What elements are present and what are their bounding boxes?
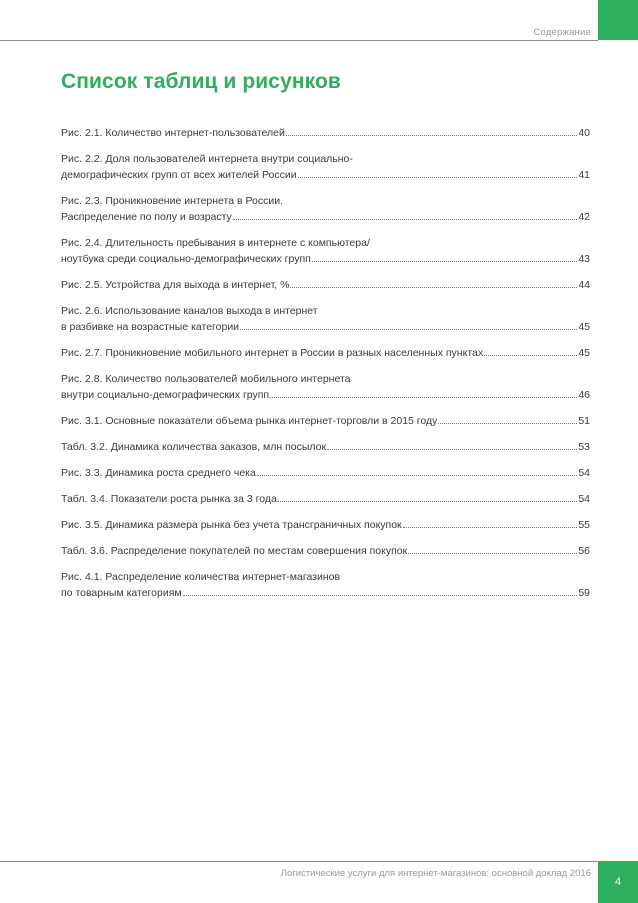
toc-entry[interactable] xyxy=(61,569,590,601)
toc-entry-line xyxy=(61,439,590,455)
footer-divider xyxy=(0,861,598,862)
toc-entry-line xyxy=(61,569,590,585)
dot-leader xyxy=(183,594,578,596)
toc-list xyxy=(61,125,590,611)
toc-entry-line xyxy=(61,251,590,267)
toc-entry[interactable] xyxy=(61,125,590,141)
toc-entry-text: демографических групп от всех жителей России xyxy=(61,169,297,181)
toc-entry-line xyxy=(61,345,590,361)
toc-entry-text: Табл. 3.4. Показатели роста рынка за 3 года xyxy=(61,493,277,505)
toc-entry-line xyxy=(61,209,590,225)
toc-entry-line xyxy=(61,543,590,559)
dot-leader xyxy=(286,134,577,136)
toc-entry-line xyxy=(61,517,590,533)
toc-entry-line xyxy=(61,413,590,429)
toc-entry-line xyxy=(61,193,590,209)
toc-page-number: 42 xyxy=(578,211,590,223)
toc-entry[interactable] xyxy=(61,235,590,267)
toc-entry-text: Рис. 3.5. Динамика размера рынка без учета трансграничных покупок xyxy=(61,519,402,531)
corner-accent-tab xyxy=(598,0,638,40)
toc-entry-text: Рис. 2.5. Устройства для выхода в интернет, % xyxy=(61,279,290,291)
toc-entry-line xyxy=(61,371,590,387)
toc-entry-text: Рис. 3.3. Динамика роста среднего чека xyxy=(61,467,256,479)
toc-page-number: 55 xyxy=(578,519,590,531)
toc-entry[interactable] xyxy=(61,413,590,429)
toc-entry[interactable] xyxy=(61,465,590,481)
toc-entry-text: Рис. 2.7. Проникновение мобильного интернет в России в разных населенных пунктах xyxy=(61,347,484,359)
toc-entry[interactable] xyxy=(61,371,590,403)
toc-page-number: 45 xyxy=(578,321,590,333)
toc-entry[interactable] xyxy=(61,491,590,507)
toc-entry-text: Табл. 3.6. Распределение покупателей по местам совершения покупок xyxy=(61,545,408,557)
toc-page-number: 45 xyxy=(578,347,590,359)
toc-entry[interactable] xyxy=(61,345,590,361)
dot-leader xyxy=(278,500,578,502)
toc-entry-line xyxy=(61,465,590,481)
toc-entry[interactable] xyxy=(61,517,590,533)
toc-entry[interactable] xyxy=(61,277,590,293)
toc-page-number: 46 xyxy=(578,389,590,401)
section-label: Содержание xyxy=(533,27,591,38)
toc-page-number: 44 xyxy=(578,279,590,291)
dot-leader xyxy=(233,218,578,220)
toc-entry-text: Распределение по полу и возрасту xyxy=(61,211,232,223)
toc-entry-text: Рис. 4.1. Распределение количества интернет-магазинов xyxy=(61,571,341,583)
toc-page-number: 56 xyxy=(578,545,590,557)
dot-leader xyxy=(270,396,577,398)
toc-entry-line xyxy=(61,387,590,403)
toc-entry-text: Рис. 2.4. Длительность пребывания в интернете с компьютера/ xyxy=(61,237,370,249)
toc-entry-text: Рис. 2.3. Проникновение интернета в России. xyxy=(61,195,284,207)
dot-leader xyxy=(290,286,577,288)
toc-page-number: 40 xyxy=(578,127,590,139)
dot-leader xyxy=(298,176,578,178)
page-number: 4 xyxy=(598,861,638,903)
toc-entry[interactable] xyxy=(61,151,590,183)
toc-entry-text: в разбивке на возрастные категории xyxy=(61,321,240,333)
toc-entry-line xyxy=(61,491,590,507)
toc-entry-text: Рис. 2.8. Количество пользователей мобильного интернета xyxy=(61,373,351,385)
toc-page-number: 43 xyxy=(578,253,590,265)
dot-leader xyxy=(240,328,577,330)
dot-leader xyxy=(327,448,577,450)
toc-page-number: 59 xyxy=(578,587,590,599)
footer-report-title: Логистические услуги для интернет-магазинов: основной доклад 2016 xyxy=(280,868,591,879)
toc-page-number: 54 xyxy=(578,467,590,479)
toc-entry-text: ноутбука среди социально-демографических групп xyxy=(61,253,311,265)
page-title: Список таблиц и рисунков xyxy=(61,70,341,93)
toc-page-number: 54 xyxy=(578,493,590,505)
header-divider xyxy=(0,40,598,41)
dot-leader xyxy=(403,526,578,528)
toc-entry-line xyxy=(61,585,590,601)
toc-entry-line xyxy=(61,303,590,319)
dot-leader xyxy=(312,260,577,262)
toc-entry-line xyxy=(61,235,590,251)
dot-leader xyxy=(257,474,577,476)
toc-entry-line xyxy=(61,319,590,335)
toc-entry-text: Табл. 3.2. Динамика количества заказов, млн посылок xyxy=(61,441,327,453)
toc-page-number: 41 xyxy=(578,169,590,181)
toc-page-number: 51 xyxy=(578,415,590,427)
toc-entry-line xyxy=(61,277,590,293)
dot-leader xyxy=(408,552,577,554)
dot-leader xyxy=(484,354,577,356)
toc-entry-text: Рис. 2.2. Доля пользователей интернета внутри социально- xyxy=(61,153,353,165)
toc-entry-text: Рис. 2.6. Использование каналов выхода в интернет xyxy=(61,305,318,317)
toc-entry[interactable] xyxy=(61,193,590,225)
toc-entry-text: Рис. 3.1. Основные показатели объема рынка интернет-торговли в 2015 году xyxy=(61,415,438,427)
toc-entry-text: внутри социально-демографических групп xyxy=(61,389,270,401)
toc-entry[interactable] xyxy=(61,303,590,335)
toc-entry-text: Рис. 2.1. Количество интернет-пользователей xyxy=(61,127,285,139)
toc-entry-line xyxy=(61,151,590,167)
dot-leader xyxy=(438,422,577,424)
toc-entry[interactable] xyxy=(61,543,590,559)
toc-page-number: 53 xyxy=(578,441,590,453)
toc-entry-line xyxy=(61,125,590,141)
toc-entry[interactable] xyxy=(61,439,590,455)
toc-entry-line xyxy=(61,167,590,183)
toc-entry-text: по товарным категориям xyxy=(61,587,182,599)
